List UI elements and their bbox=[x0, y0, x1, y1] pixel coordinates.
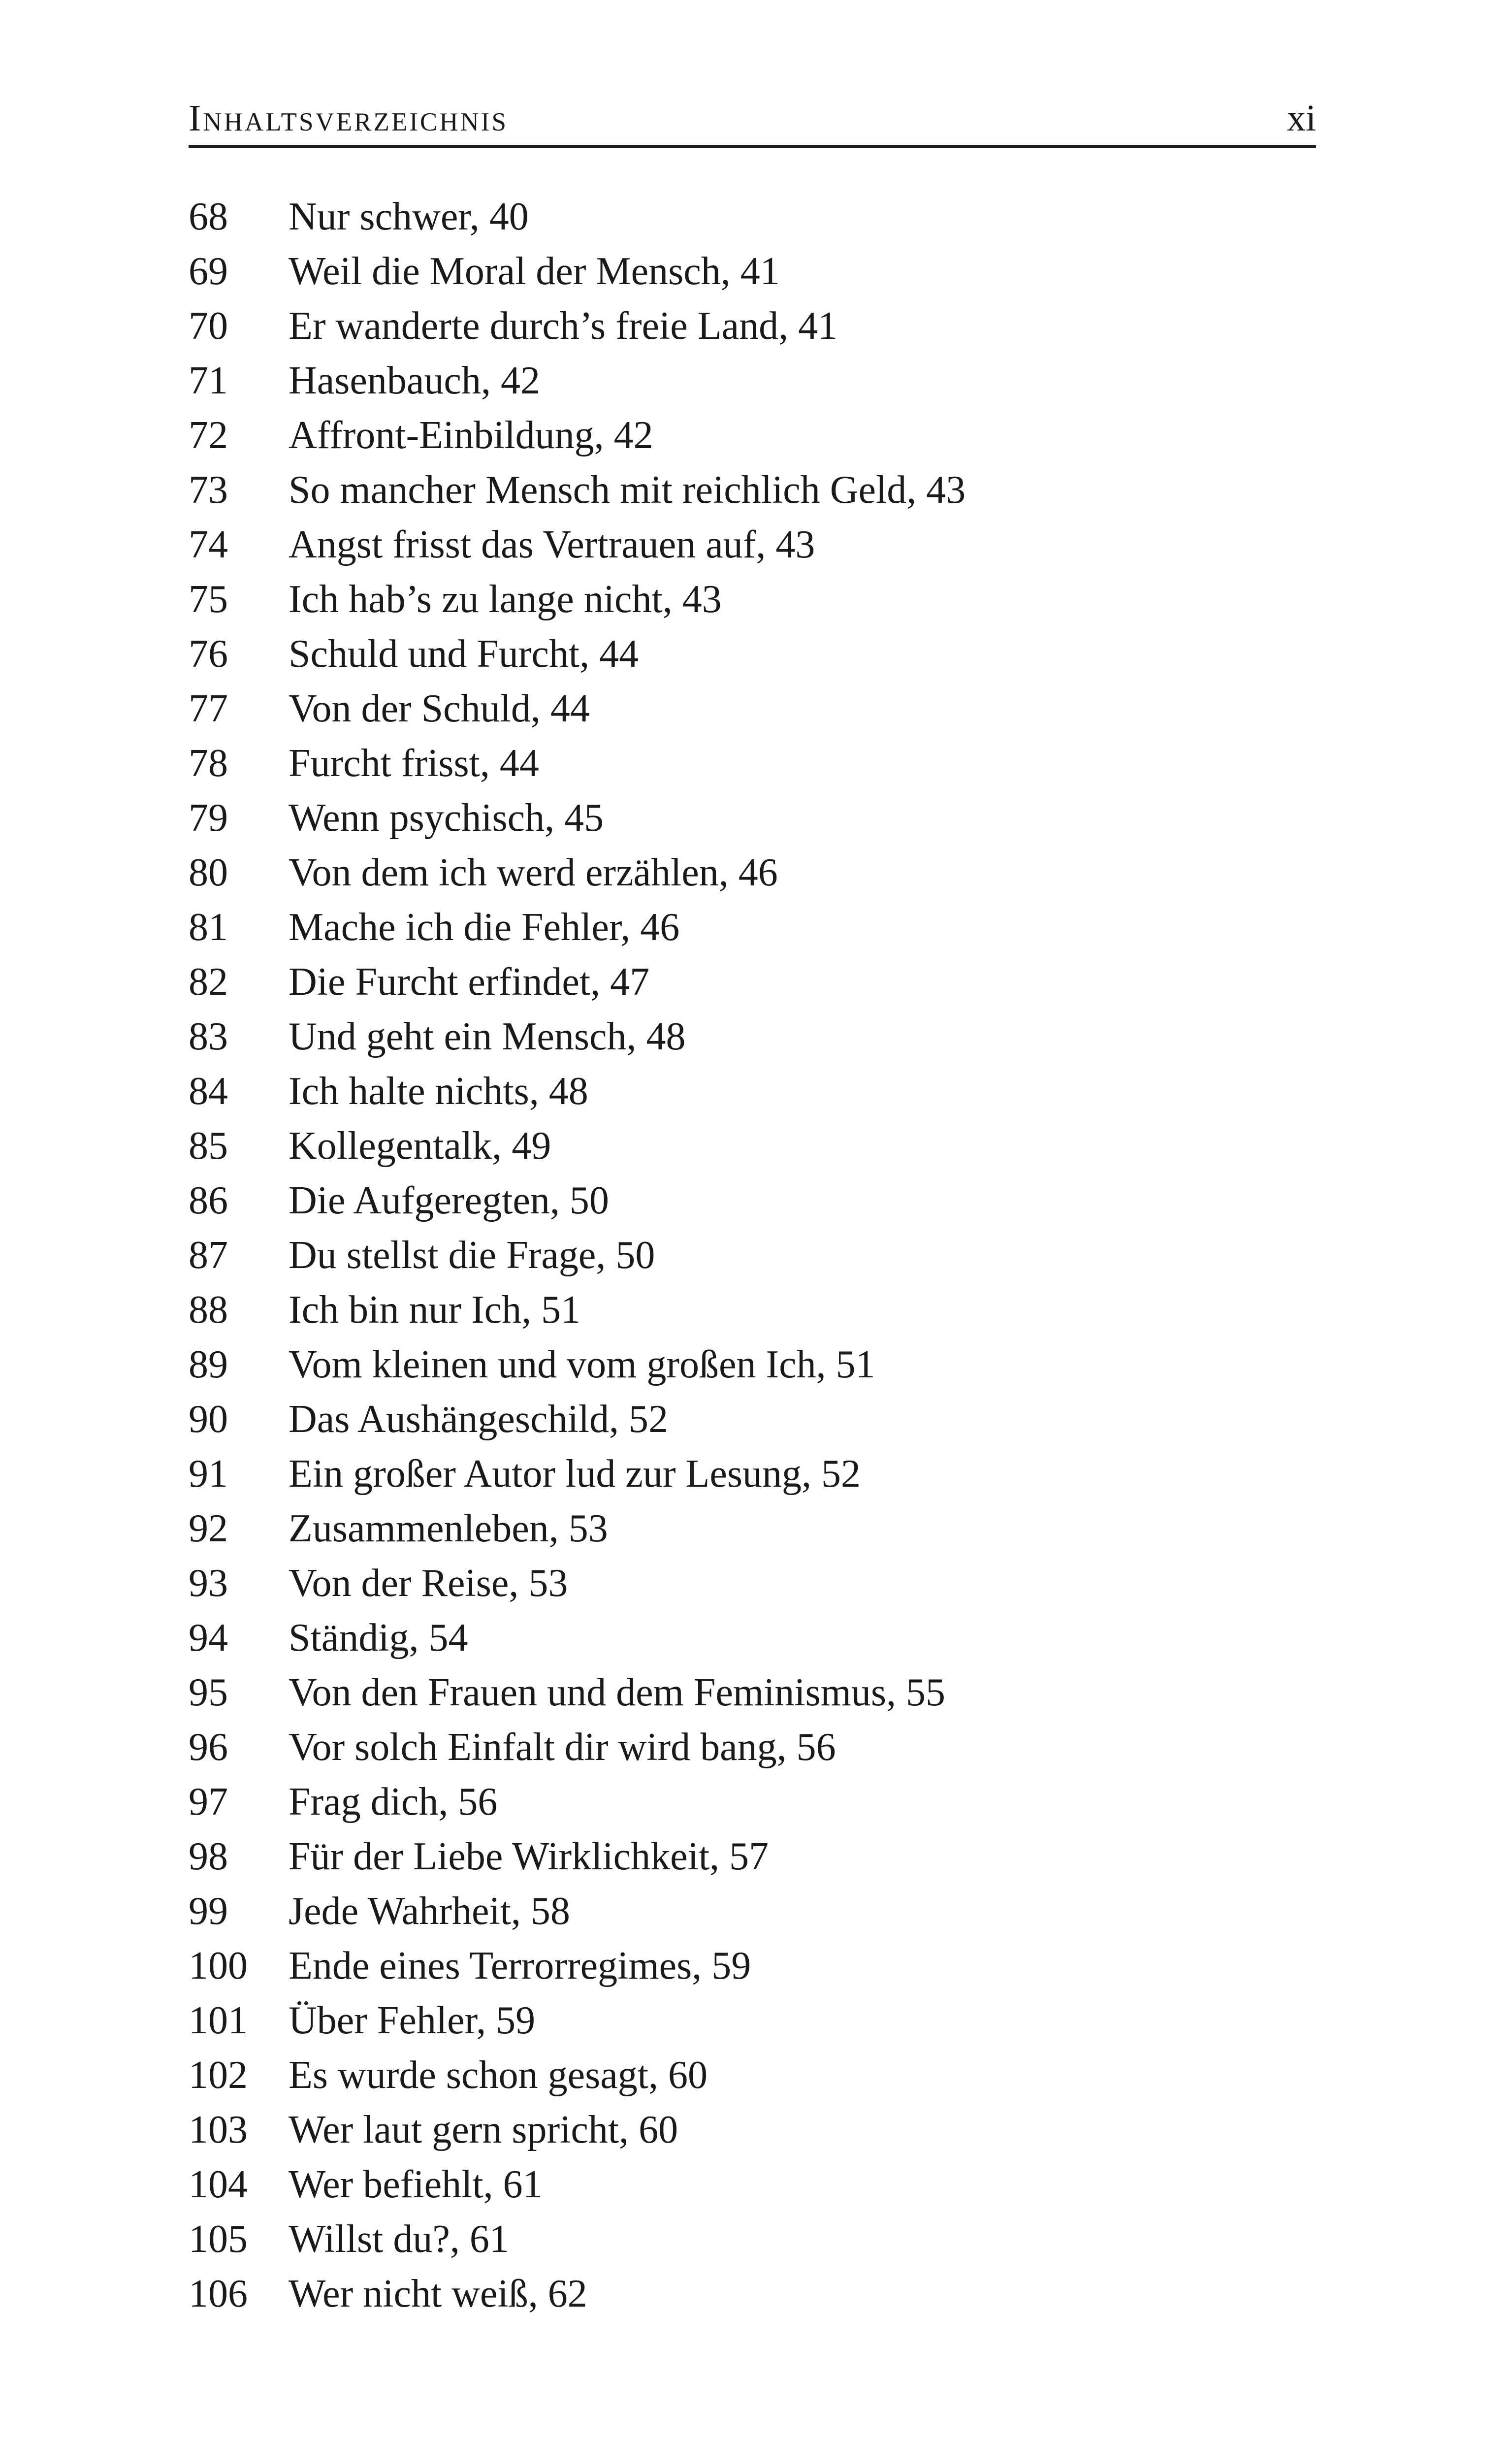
entry-title: Hasenbauch, 42 bbox=[289, 359, 540, 402]
entry-number: 88 bbox=[189, 1288, 228, 1332]
entry-title: Ständig, 54 bbox=[289, 1616, 468, 1660]
entry-number: 78 bbox=[189, 742, 228, 785]
entry-number: 76 bbox=[189, 632, 228, 676]
entry-number: 80 bbox=[189, 851, 228, 894]
entry-number: 105 bbox=[189, 2217, 248, 2261]
entry-number: 85 bbox=[189, 1124, 228, 1168]
entry-number: 71 bbox=[189, 359, 228, 402]
running-head-title: Inhaltsverzeichnis bbox=[189, 98, 508, 139]
entry-number: 91 bbox=[189, 1452, 228, 1496]
entry-title: Zusammenleben, 53 bbox=[289, 1507, 608, 1550]
entry-number: 75 bbox=[189, 578, 228, 621]
entry-title: Und geht ein Mensch, 48 bbox=[289, 1015, 686, 1058]
entry-number: 68 bbox=[189, 195, 228, 238]
entry-title: Für der Liebe Wirklichkeit, 57 bbox=[289, 1835, 769, 1878]
entry-title: Wenn psychisch, 45 bbox=[289, 796, 604, 840]
entry-title: Jede Wahrheit, 58 bbox=[289, 1889, 570, 1933]
toc-entry bbox=[189, 900, 1316, 955]
entry-title: Von den Frauen und dem Feminismus, 55 bbox=[289, 1671, 946, 1714]
toc-entry bbox=[189, 1829, 1316, 1884]
toc-entry bbox=[189, 1611, 1316, 1665]
toc-entry bbox=[189, 1119, 1316, 1173]
entry-title: Mache ich die Fehler, 46 bbox=[289, 906, 680, 949]
entry-number: 99 bbox=[189, 1889, 228, 1933]
toc-entry bbox=[189, 736, 1316, 791]
toc-entry bbox=[189, 1939, 1316, 1993]
toc-entry bbox=[189, 190, 1316, 244]
entry-title: Er wanderte durch’s freie Land, 41 bbox=[289, 304, 838, 348]
entry-number: 104 bbox=[189, 2163, 248, 2206]
toc-entry bbox=[189, 408, 1316, 463]
entry-number: 101 bbox=[189, 1999, 248, 2042]
page-number: xi bbox=[1287, 98, 1316, 139]
entry-title: Schuld und Furcht, 44 bbox=[289, 632, 639, 676]
toc-entry bbox=[189, 791, 1316, 846]
toc-entry bbox=[189, 354, 1316, 408]
entry-title: Wer laut gern spricht, 60 bbox=[289, 2108, 678, 2151]
toc-entry bbox=[189, 2267, 1316, 2321]
entry-title: Ein großer Autor lud zur Lesung, 52 bbox=[289, 1452, 861, 1496]
entry-number: 96 bbox=[189, 1726, 228, 1769]
entry-title: Von dem ich werd erzählen, 46 bbox=[289, 851, 778, 894]
entry-number: 89 bbox=[189, 1343, 228, 1386]
entry-title: Kollegentalk, 49 bbox=[289, 1124, 551, 1168]
entry-title: Vom kleinen und vom großen Ich, 51 bbox=[289, 1343, 875, 1386]
toc-entry bbox=[189, 1775, 1316, 1829]
toc-entry bbox=[189, 1720, 1316, 1775]
entry-number: 98 bbox=[189, 1835, 228, 1878]
toc-entry bbox=[189, 1556, 1316, 1611]
entry-title: Ich hab’s zu lange nicht, 43 bbox=[289, 578, 722, 621]
entry-number: 82 bbox=[189, 960, 228, 1004]
entry-title: Willst du?, 61 bbox=[289, 2217, 509, 2261]
toc-entry bbox=[189, 1064, 1316, 1119]
entry-title: Weil die Moral der Mensch, 41 bbox=[289, 250, 780, 293]
toc-entry bbox=[189, 682, 1316, 736]
entry-number: 81 bbox=[189, 906, 228, 949]
entry-number: 79 bbox=[189, 796, 228, 840]
entry-title: Wer nicht weiß, 62 bbox=[289, 2272, 587, 2315]
entry-title: Du stellst die Frage, 50 bbox=[289, 1234, 655, 1277]
toc-entry bbox=[189, 1501, 1316, 1556]
toc-entry bbox=[189, 1173, 1316, 1228]
entry-number: 90 bbox=[189, 1398, 228, 1441]
toc-entry bbox=[189, 2157, 1316, 2212]
running-head bbox=[189, 96, 1316, 148]
toc-entry bbox=[189, 1337, 1316, 1392]
toc-entry bbox=[189, 627, 1316, 682]
toc-entry bbox=[189, 1993, 1316, 2048]
entry-title: Ich bin nur Ich, 51 bbox=[289, 1288, 581, 1332]
entry-number: 102 bbox=[189, 2053, 248, 2097]
entry-number: 73 bbox=[189, 468, 228, 512]
entry-number: 87 bbox=[189, 1234, 228, 1277]
entry-number: 100 bbox=[189, 1944, 248, 1987]
entry-number: 84 bbox=[189, 1070, 228, 1113]
entry-title: Die Furcht erfindet, 47 bbox=[289, 960, 650, 1004]
toc-entry bbox=[189, 244, 1316, 299]
toc-entry bbox=[189, 1665, 1316, 1720]
entry-number: 93 bbox=[189, 1562, 228, 1605]
entry-title: Frag dich, 56 bbox=[289, 1780, 498, 1824]
entry-number: 69 bbox=[189, 250, 228, 293]
entry-title: Nur schwer, 40 bbox=[289, 195, 529, 238]
entry-number: 106 bbox=[189, 2272, 248, 2315]
toc-entry bbox=[189, 1884, 1316, 1939]
entry-title: Ende eines Terrorregimes, 59 bbox=[289, 1944, 751, 1987]
toc-entry bbox=[189, 572, 1316, 627]
entry-title: Ich halte nichts, 48 bbox=[289, 1070, 588, 1113]
toc-entry bbox=[189, 1392, 1316, 1447]
entry-title: Angst frisst das Vertrauen auf, 43 bbox=[289, 523, 815, 566]
toc-entry bbox=[189, 1283, 1316, 1337]
toc-entry bbox=[189, 299, 1316, 354]
entry-title: Von der Schuld, 44 bbox=[289, 687, 590, 730]
entry-title: Vor solch Einfalt dir wird bang, 56 bbox=[289, 1726, 836, 1769]
toc-entry bbox=[189, 463, 1316, 518]
toc-entry bbox=[189, 955, 1316, 1010]
entry-title: Affront-Einbildung, 42 bbox=[289, 414, 653, 457]
entry-number: 103 bbox=[189, 2108, 248, 2151]
toc-entry bbox=[189, 518, 1316, 572]
table-of-contents bbox=[189, 190, 1316, 2321]
toc-entry bbox=[189, 1010, 1316, 1064]
entry-title: Furcht frisst, 44 bbox=[289, 742, 539, 785]
entry-number: 95 bbox=[189, 1671, 228, 1714]
entry-number: 92 bbox=[189, 1507, 228, 1550]
entry-title: Es wurde schon gesagt, 60 bbox=[289, 2053, 708, 2097]
entry-number: 72 bbox=[189, 414, 228, 457]
entry-number: 74 bbox=[189, 523, 228, 566]
entry-number: 86 bbox=[189, 1179, 228, 1222]
entry-number: 77 bbox=[189, 687, 228, 730]
entry-title: Von der Reise, 53 bbox=[289, 1562, 568, 1605]
entry-title: Über Fehler, 59 bbox=[289, 1999, 536, 2042]
entry-title: Das Aushängeschild, 52 bbox=[289, 1398, 669, 1441]
toc-entry bbox=[189, 1447, 1316, 1501]
toc-entry bbox=[189, 1228, 1316, 1283]
toc-entry bbox=[189, 2103, 1316, 2157]
entry-number: 94 bbox=[189, 1616, 228, 1660]
entry-title: So mancher Mensch mit reichlich Geld, 43 bbox=[289, 468, 966, 512]
entry-number: 83 bbox=[189, 1015, 228, 1058]
entry-title: Die Aufgeregten, 50 bbox=[289, 1179, 609, 1222]
toc-entry bbox=[189, 2212, 1316, 2267]
entry-number: 97 bbox=[189, 1780, 228, 1824]
entry-number: 70 bbox=[189, 304, 228, 348]
toc-entry bbox=[189, 846, 1316, 900]
entry-title: Wer befiehlt, 61 bbox=[289, 2163, 543, 2206]
toc-entry bbox=[189, 2048, 1316, 2103]
